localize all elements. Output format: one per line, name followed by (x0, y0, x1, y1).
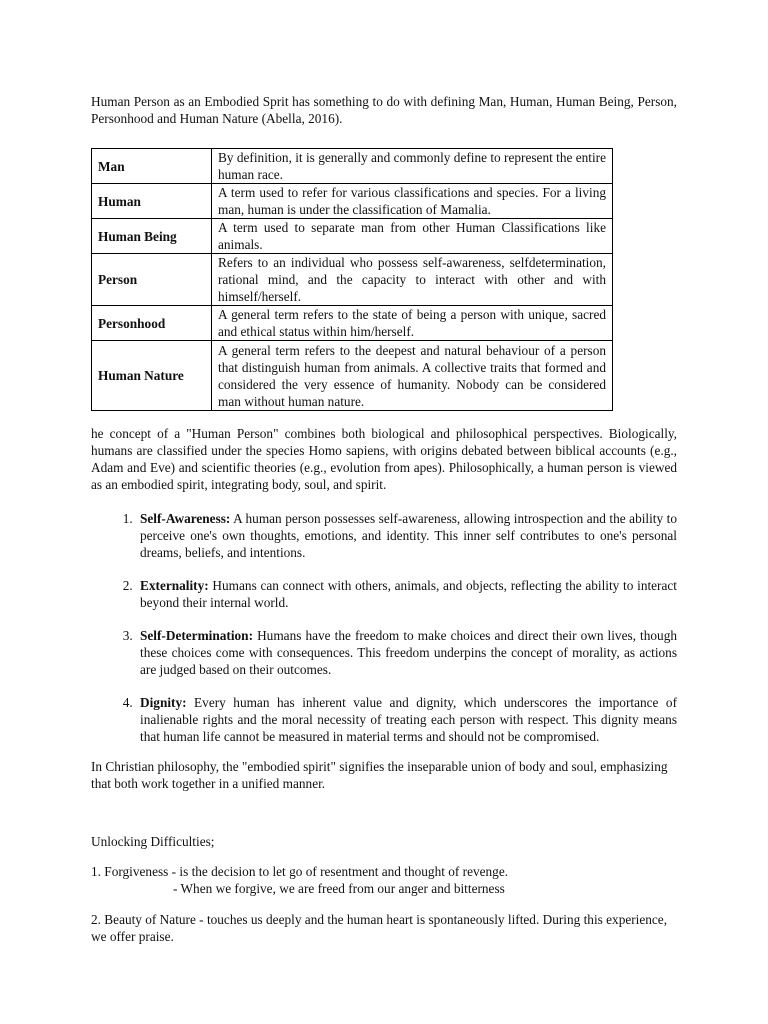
definition-cell: By definition, it is generally and commonly define to represent the entire human race. (212, 149, 613, 184)
quality-title: Dignity: (140, 695, 187, 710)
quality-title: Self-Determination: (140, 628, 253, 643)
definition-cell: A term used to separate man from other Human Classifications like animals. (212, 219, 613, 254)
quality-title: Self-Awareness: (140, 511, 231, 526)
definition-cell: A term used to refer for various classifications and species. For a living man, human is under the classification of Mamalia. (212, 184, 613, 219)
definition-cell: Refers to an individual who possess self-awareness, selfdetermination, rational mind, and the capacity to interact with other and with himself/herself. (212, 254, 613, 306)
christian-philosophy-paragraph: In Christian philosophy, the "embodied spirit" signifies the inseparable union of body and soul, emphasizing that both work together in a unified manner. (91, 759, 668, 791)
difficulty-item-forgiveness: 1. Forgiveness - is the decision to let go of resentment and thought of revenge. (91, 864, 509, 879)
quality-title: Externality: (140, 578, 209, 593)
list-item (136, 577, 677, 611)
table-row (92, 341, 613, 411)
unlocking-heading: Unlocking Difficulties; (91, 834, 215, 849)
concept-paragraph: he concept of a "Human Person" combines both biological and philosophical perspectives. Biologically, humans are classified under the species Homo sapiens, with origins debated between biblical accounts (e.g., Adam and Eve) and scientific theories (e.g., evolution from apes). Philosophically, a human person is viewed as an embodied spirit, integrating body, soul, and spirit. (91, 426, 677, 492)
term-cell: Human Being (92, 219, 212, 254)
term-cell: Man (92, 149, 212, 184)
term-cell: Personhood (92, 306, 212, 341)
definitions-table (91, 148, 613, 411)
table-row (92, 219, 613, 254)
table-row (92, 306, 613, 341)
quality-text: Every human has inherent value and dignity, which underscores the importance of inalienable rights and the moral necessity of treating each person with respect. This dignity means that human life cannot be measured in material terms and should not be compromised. (140, 695, 677, 744)
difficulty-item-beauty-of-nature: 2. Beauty of Nature - touches us deeply and the human heart is spontaneously lifted. During this experience, we offer praise. (91, 912, 668, 944)
term-cell: Person (92, 254, 212, 306)
qualities-list (91, 510, 677, 745)
intro-paragraph: Human Person as an Embodied Sprit has something to do with defining Man, Human, Human Being, Person, Personhood and Human Nature (Abella, 2016). (91, 94, 677, 126)
difficulty-subpoint: - When we forgive, we are freed from our anger and bitterness (173, 881, 505, 896)
term-cell: Human (92, 184, 212, 219)
list-item (136, 627, 677, 678)
table-row (92, 149, 613, 184)
list-item (136, 510, 677, 561)
quality-text: Humans can connect with others, animals, and objects, reflecting the ability to interact beyond their internal world. (140, 578, 677, 610)
quality-text: A human person possesses self-awareness, allowing introspection and the ability to perceive one's own thoughts, emotions, and identity. This inner self contributes to one's personal dreams, beliefs, and intentions. (140, 511, 678, 560)
table-row (92, 184, 613, 219)
term-cell: Human Nature (92, 341, 212, 411)
definition-cell: A general term refers to the state of being a person with unique, sacred and ethical status within him/herself. (212, 306, 613, 341)
quality-text: Humans have the freedom to make choices and direct their own lives, though these choices come with consequences. This freedom underpins the concept of morality, as actions are judged based on their outcomes. (140, 628, 677, 677)
table-row (92, 254, 613, 306)
document-page (91, 93, 677, 945)
definition-cell: A general term refers to the deepest and natural behaviour of a person that distinguish human from animals. A collective traits that formed and considered the very essence of humanity. Nobody can be considered man without human nature. (212, 341, 613, 411)
list-item (136, 694, 677, 745)
